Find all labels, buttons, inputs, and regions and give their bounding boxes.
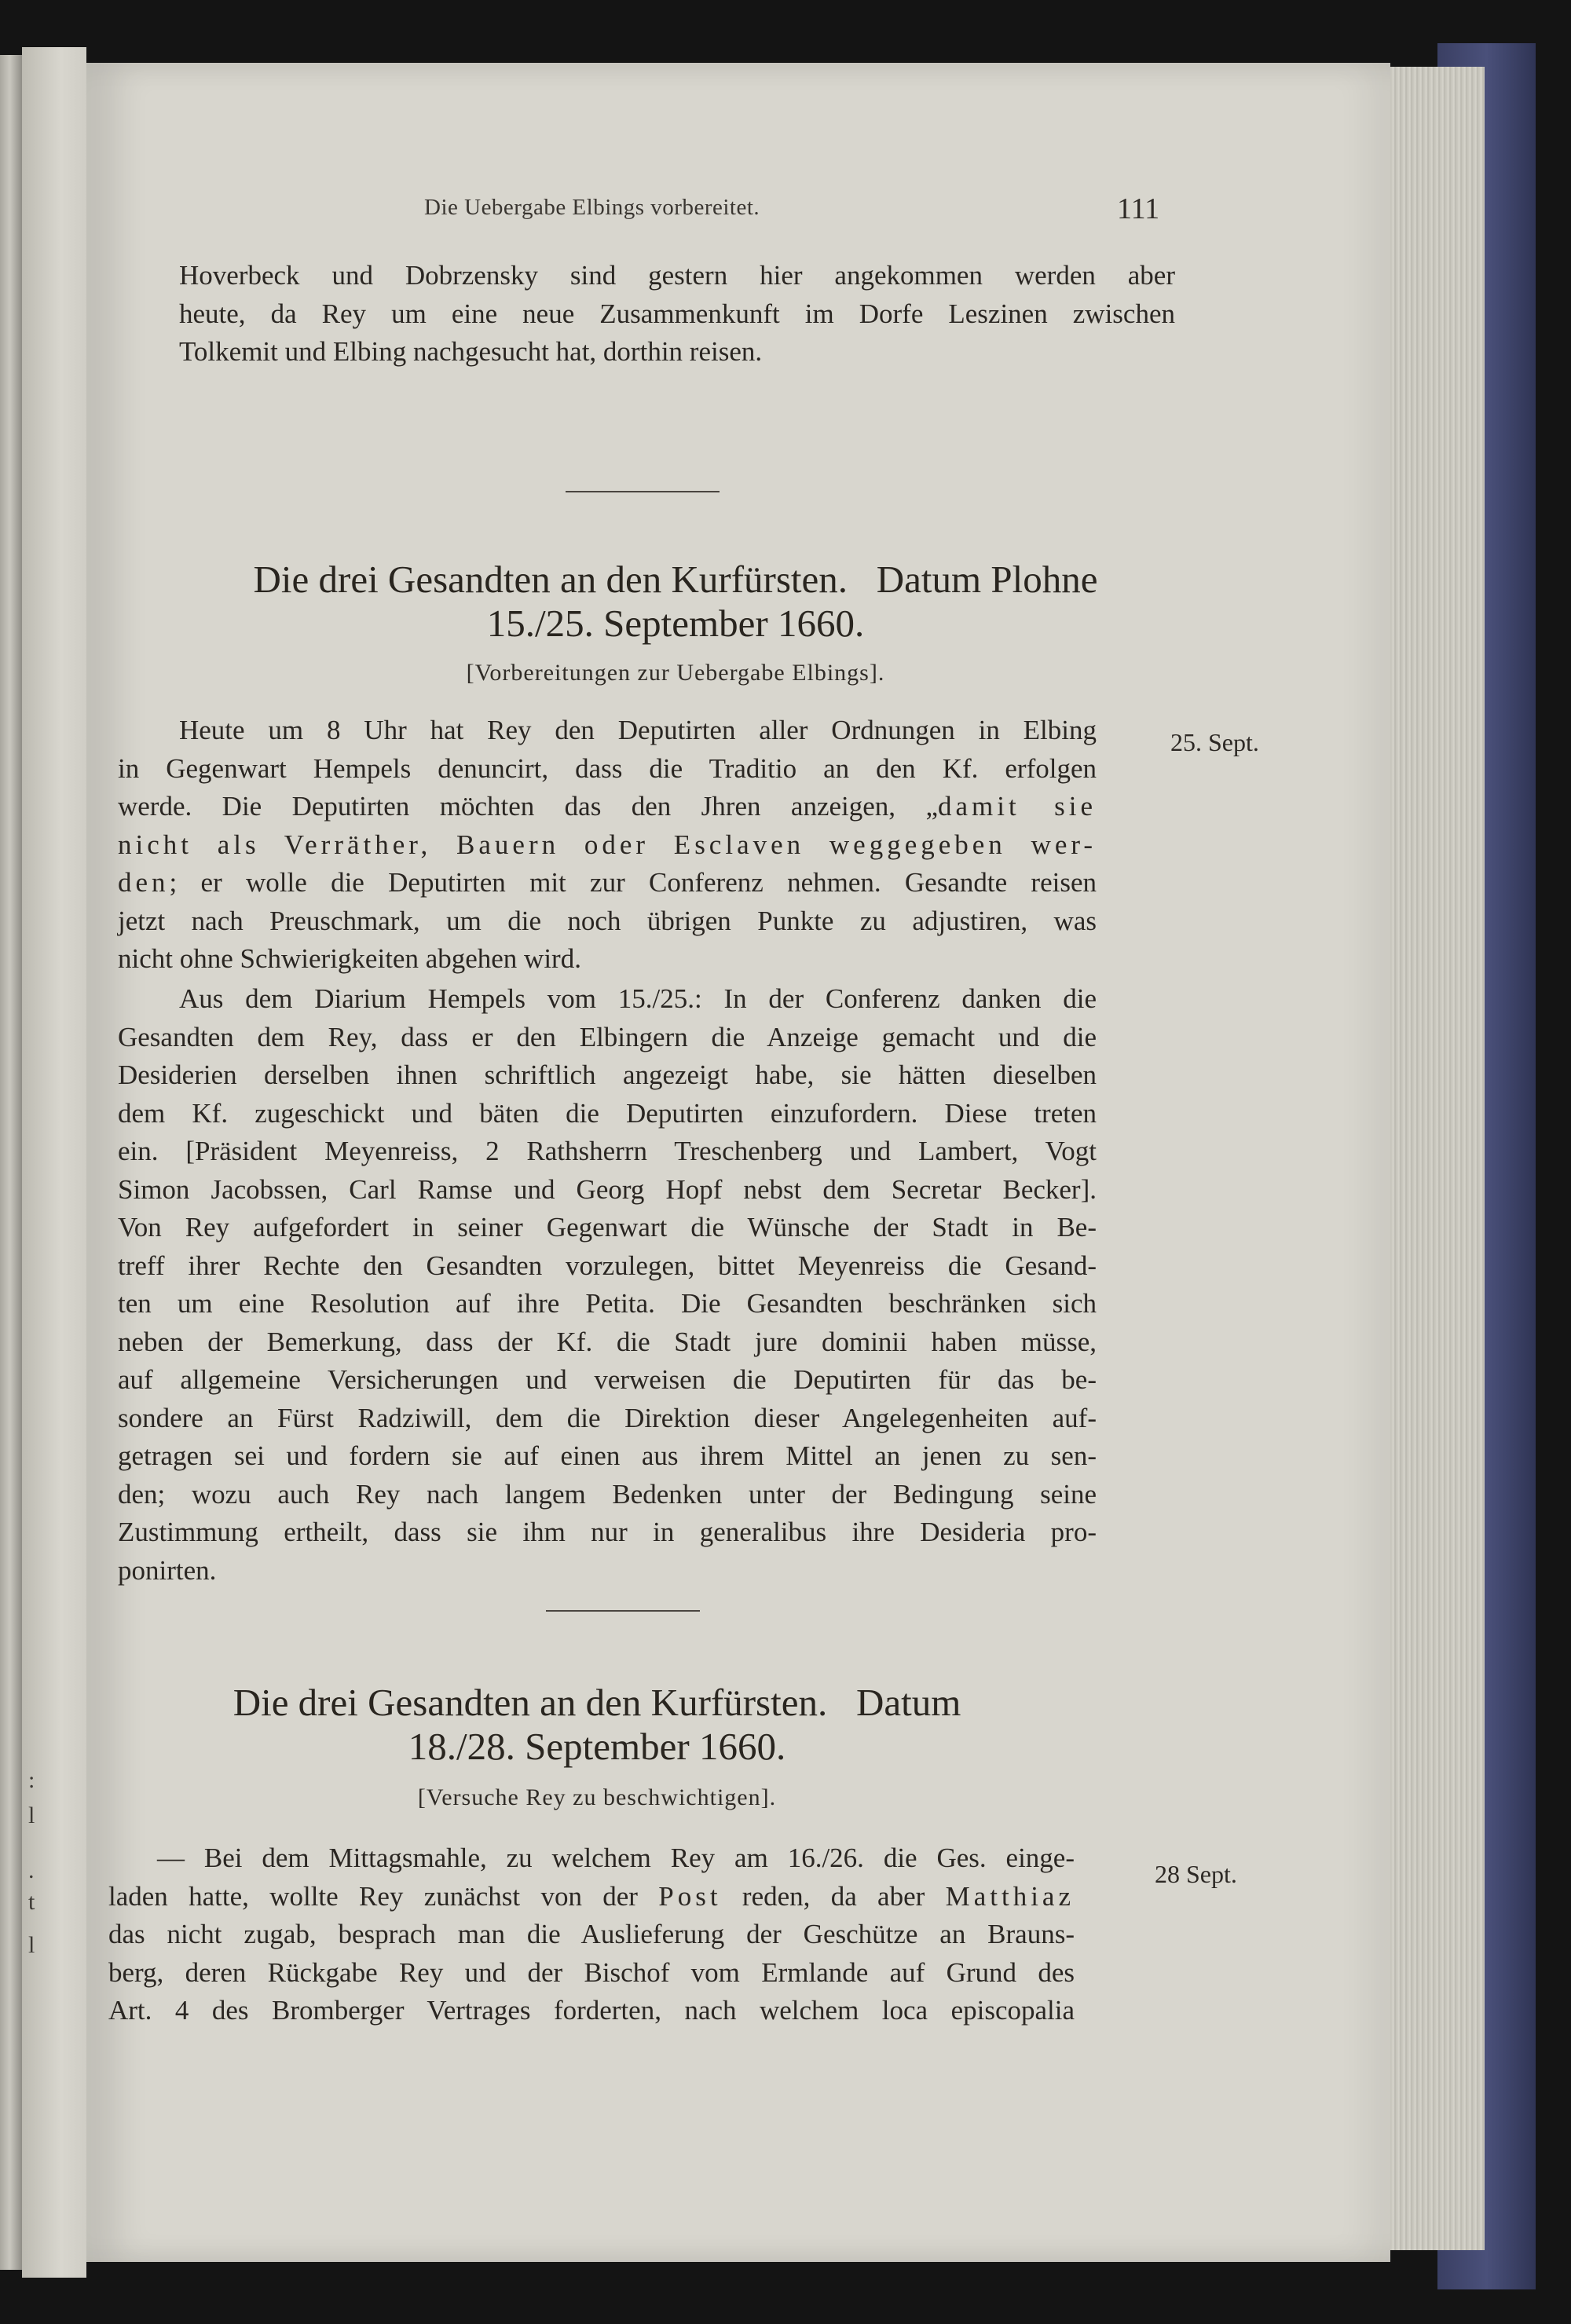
section-divider (566, 491, 720, 492)
section1-paragraph-1 (118, 712, 1097, 979)
section-divider (546, 1610, 700, 1612)
left-margin-fragment: t (28, 1889, 35, 1915)
text-line: heute, da Rey um eine neue Zusammenkunft im Dorfe Leszinen zwischen (179, 298, 1175, 329)
text-line: ponirten. (118, 1554, 217, 1586)
text-line: Hoverbeck und Dobrzensky sind gestern hier angekommen werden aber (179, 260, 1175, 291)
left-margin-fragment: : (28, 1767, 35, 1793)
text-run: ; er wolle die Deputirten mit zur Conferenz nehmen. Gesandte reisen (169, 867, 1097, 898)
book-page (86, 63, 1390, 2262)
left-page-margin (22, 47, 86, 2278)
text-line (118, 864, 1097, 902)
text-line: nicht als Verräther, Bauern oder Esclaven weggegeben wer- (118, 829, 1097, 860)
text-line: nicht ohne Schwierigkeiten abgehen wird. (118, 943, 581, 974)
text-line: sondere an Fürst Radziwill, dem die Direktion dieser Angelegenheiten auf- (118, 1402, 1097, 1433)
text-line: neben der Bemerkung, dass der Kf. die Stadt jure dominii haben müsse, (118, 1326, 1097, 1357)
margin-date-2: 28 Sept. (1155, 1860, 1237, 1888)
text-line: treff ihrer Rechte den Gesandten vorzulegen, bittet Meyenreiss die Gesand- (118, 1250, 1097, 1281)
text-line: Art. 4 des Bromberger Vertrages forderten, nach welchem loca episcopalia (108, 1995, 1075, 2026)
text-line: Gesandten dem Rey, dass er den Elbingern die Anzeige gemacht und die (118, 1021, 1097, 1052)
text-run: reden, da aber (721, 1880, 946, 1912)
section-summary-1: [Vorbereitungen zur Uebergabe Elbings]. (466, 660, 885, 686)
emphasis-text: Post (658, 1880, 722, 1912)
heading-line: 15./25. September 1660. (486, 602, 865, 645)
text-line: in Gegenwart Hempels denuncirt, dass die Traditio an den Kf. erfolgen (118, 752, 1097, 784)
text-line: dem Kf. zugeschickt und bäten die Deputirten einzufordern. Diese treten (118, 1097, 1097, 1129)
text-line (118, 788, 1097, 826)
text-line: Zustimmung ertheilt, dass sie ihm nur in generalibus ihre Desideria pro- (118, 1517, 1097, 1547)
heading-line: 18./28. September 1660. (408, 1725, 786, 1768)
text-line: Von Rey aufgefordert in seiner Gegenwart die Wünsche der Stadt in Be- (118, 1212, 1097, 1243)
text-line (108, 1878, 1075, 1916)
running-head: Die Uebergabe Elbings vorbereitet. (424, 195, 760, 220)
text-line: auf allgemeine Versicherungen und verweisen die Deputirten für das be- (118, 1364, 1097, 1395)
text-line: Tolkemit und Elbing nachgesucht hat, dorthin reisen. (179, 336, 763, 367)
left-page-edge (0, 55, 22, 2270)
heading-line: Die drei Gesandten an den Kurfürsten. Datum (233, 1681, 961, 1724)
heading-line: Die drei Gesandten an den Kurfürsten. Datum Plohne (253, 558, 1098, 601)
text-line: Aus dem Diarium Hempels vom 15./25.: In der Conferenz danken die (179, 983, 1097, 1014)
text-line: jetzt nach Preuschmark, um die noch übrigen Punkte zu adjustiren, was (118, 905, 1097, 936)
emphasis-text: damit sie (938, 791, 1097, 822)
text-line: den; wozu auch Rey nach langem Bedenken unter der Bedingung seine (118, 1478, 1097, 1510)
text-line: berg, deren Rückgabe Rey und der Bischof vom Ermlande auf Grund des (108, 1956, 1075, 1988)
section-heading-1 (165, 558, 1186, 646)
left-margin-fragment: . (28, 1857, 35, 1883)
text-line: ten um eine Resolution auf ihre Petita. Die Gesandten beschränken sich (118, 1288, 1097, 1319)
text-run: laden hatte, wollte Rey zunächst von der (108, 1880, 659, 1912)
section-heading-2 (86, 1681, 1108, 1769)
text-line: ein. [Präsident Meyenreiss, 2 Rathsherrn Treschenberg und Lambert, Vogt (118, 1136, 1097, 1166)
left-margin-fragment: l (28, 1932, 35, 1958)
text-line: das nicht zugab, besprach man die Auslieferung der Geschütze an Brauns- (108, 1919, 1075, 1949)
emphasis-text: den (118, 867, 170, 898)
margin-date-1: 25. Sept. (1170, 728, 1259, 756)
page-edges (1375, 67, 1485, 2250)
text-line: getragen sei und fordern sie auf einen aus ihrem Mittel an jenen zu sen- (118, 1440, 1097, 1471)
text-line: Simon Jacobssen, Carl Ramse und Georg Hopf nebst dem Secretar Becker]. (118, 1173, 1097, 1205)
text-line: Desiderien derselben ihnen schriftlich angezeigt habe, sie hätten dieselben (118, 1060, 1097, 1090)
intro-paragraph (179, 257, 1175, 371)
text-line: — Bei dem Mittagsmahle, zu welchem Rey am 16./26. die Ges. einge- (157, 1843, 1075, 1873)
text-run: werde. Die Deputirten möchten das den Jhren anzeigen, „ (118, 791, 938, 822)
left-margin-fragment: l (28, 1802, 35, 1828)
emphasis-text: Matthiaz (945, 1880, 1075, 1912)
text-line: Heute um 8 Uhr hat Rey den Deputirten aller Ordnungen in Elbing (179, 715, 1097, 745)
section2-paragraph-1 (108, 1839, 1075, 2030)
section-summary-2: [Versuche Rey zu beschwichtigen]. (417, 1784, 777, 1810)
page-number: 111 (1117, 192, 1160, 225)
section1-paragraph-2 (118, 980, 1097, 1590)
